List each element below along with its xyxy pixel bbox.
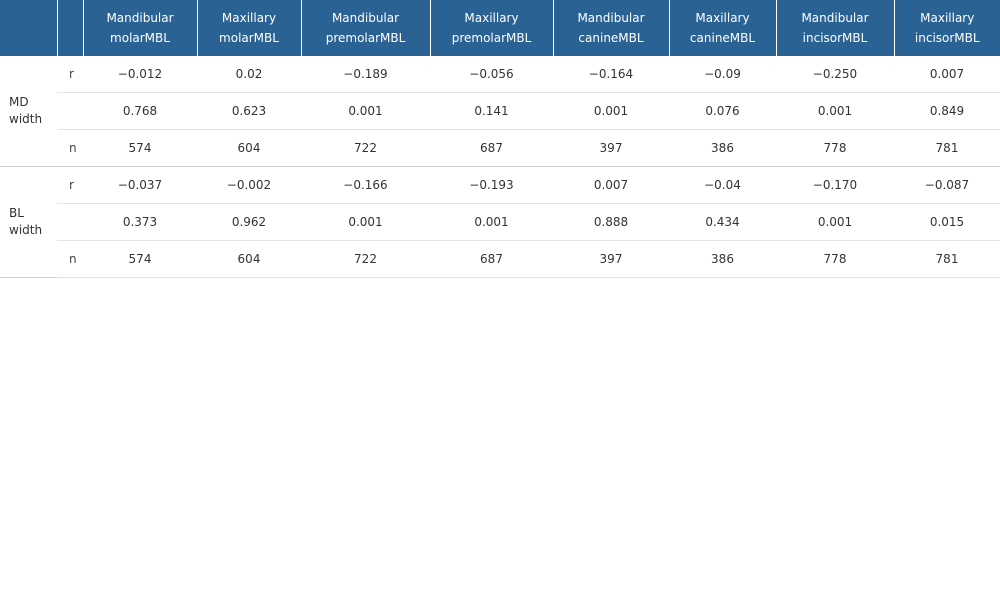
table-cell: −0.250 — [776, 56, 894, 93]
table-cell: 574 — [83, 241, 197, 278]
column-header-line1: Maxillary — [920, 11, 975, 25]
stat-label: r — [57, 56, 83, 93]
table-cell: 781 — [894, 241, 1000, 278]
table-cell: −0.189 — [301, 56, 430, 93]
column-header-line1: Maxillary — [221, 11, 277, 25]
table-cell: 0.768 — [83, 93, 197, 130]
table-header — [0, 0, 1000, 56]
row-group-label-line2: width — [9, 112, 43, 126]
table-cell: 722 — [301, 130, 430, 167]
table-row — [0, 130, 1000, 167]
column-header-line1: Mandibular — [106, 11, 174, 25]
column-header — [83, 0, 197, 56]
stat-label: r — [57, 167, 83, 204]
column-header-line2: molarMBL — [219, 31, 279, 45]
header-empty-cell — [0, 0, 57, 56]
column-header-line1: Maxillary — [464, 11, 519, 25]
header-empty-cell — [57, 0, 83, 56]
row-group-label-line2: width — [9, 223, 43, 237]
table-cell: 0.962 — [197, 204, 301, 241]
table-row — [0, 167, 1000, 204]
table-row — [0, 241, 1000, 278]
column-header — [197, 0, 301, 56]
stat-label: n — [57, 241, 83, 278]
table-cell: 0.001 — [776, 93, 894, 130]
table-cell: 397 — [553, 241, 669, 278]
table-cell: 687 — [430, 241, 553, 278]
column-header — [669, 0, 776, 56]
row-group-label — [0, 56, 57, 167]
stat-label — [57, 204, 83, 241]
table-cell: 0.015 — [894, 204, 1000, 241]
table-cell: 0.001 — [553, 93, 669, 130]
table-cell: 386 — [669, 241, 776, 278]
table-cell: 0.849 — [894, 93, 1000, 130]
column-header-line2: incisorMBL — [802, 31, 868, 45]
table-cell: −0.164 — [553, 56, 669, 93]
table-cell: 386 — [669, 130, 776, 167]
table-row — [0, 93, 1000, 130]
table-cell: 0.001 — [301, 93, 430, 130]
table-cell: 397 — [553, 130, 669, 167]
column-header-line1: Mandibular — [331, 11, 400, 25]
table-cell: 0.007 — [553, 167, 669, 204]
table-cell: −0.087 — [894, 167, 1000, 204]
stat-label — [57, 93, 83, 130]
table-cell: −0.170 — [776, 167, 894, 204]
column-header-line2: premolarMBL — [325, 31, 406, 45]
row-group-label-line1: MD — [9, 95, 29, 109]
table-row — [0, 56, 1000, 93]
table-cell: −0.012 — [83, 56, 197, 93]
column-header — [553, 0, 669, 56]
column-header-line2: canineMBL — [578, 31, 644, 45]
table-cell: 0.001 — [301, 204, 430, 241]
table-cell: 0.076 — [669, 93, 776, 130]
table-cell: −0.037 — [83, 167, 197, 204]
table-row — [0, 204, 1000, 241]
table-cell: 0.888 — [553, 204, 669, 241]
table-cell: 0.141 — [430, 93, 553, 130]
column-header-line2: premolarMBL — [451, 31, 532, 45]
table-cell: −0.002 — [197, 167, 301, 204]
column-header-line2: canineMBL — [689, 31, 756, 45]
column-header-line2: incisorMBL — [914, 31, 980, 45]
table-cell: 0.001 — [776, 204, 894, 241]
stat-label: n — [57, 130, 83, 167]
column-header — [430, 0, 553, 56]
column-header-line1: Mandibular — [801, 11, 869, 25]
table-cell: 687 — [430, 130, 553, 167]
column-header-line1: Mandibular — [577, 11, 645, 25]
column-header-line1: Maxillary — [695, 11, 750, 25]
table-cell: 604 — [197, 130, 301, 167]
column-header-line2: molarMBL — [110, 31, 170, 45]
table-cell: 0.001 — [430, 204, 553, 241]
table-cell: 778 — [776, 130, 894, 167]
row-group-label-line1: BL — [9, 206, 24, 220]
table-cell: 0.623 — [197, 93, 301, 130]
table-cell: −0.193 — [430, 167, 553, 204]
header-row — [0, 0, 1000, 56]
column-header — [301, 0, 430, 56]
row-group-label — [0, 167, 57, 278]
table-cell: −0.166 — [301, 167, 430, 204]
table-cell: 722 — [301, 241, 430, 278]
table-cell: −0.09 — [669, 56, 776, 93]
table-cell: 574 — [83, 130, 197, 167]
data-table — [0, 0, 1000, 278]
table-cell: 0.373 — [83, 204, 197, 241]
table-cell: −0.04 — [669, 167, 776, 204]
table-cell: −0.056 — [430, 56, 553, 93]
table-cell: 604 — [197, 241, 301, 278]
table-body — [0, 56, 1000, 278]
table-cell: 0.434 — [669, 204, 776, 241]
table-cell: 778 — [776, 241, 894, 278]
column-header — [894, 0, 1000, 56]
table-cell: 781 — [894, 130, 1000, 167]
column-header — [776, 0, 894, 56]
table-cell: 0.02 — [197, 56, 301, 93]
table-cell: 0.007 — [894, 56, 1000, 93]
